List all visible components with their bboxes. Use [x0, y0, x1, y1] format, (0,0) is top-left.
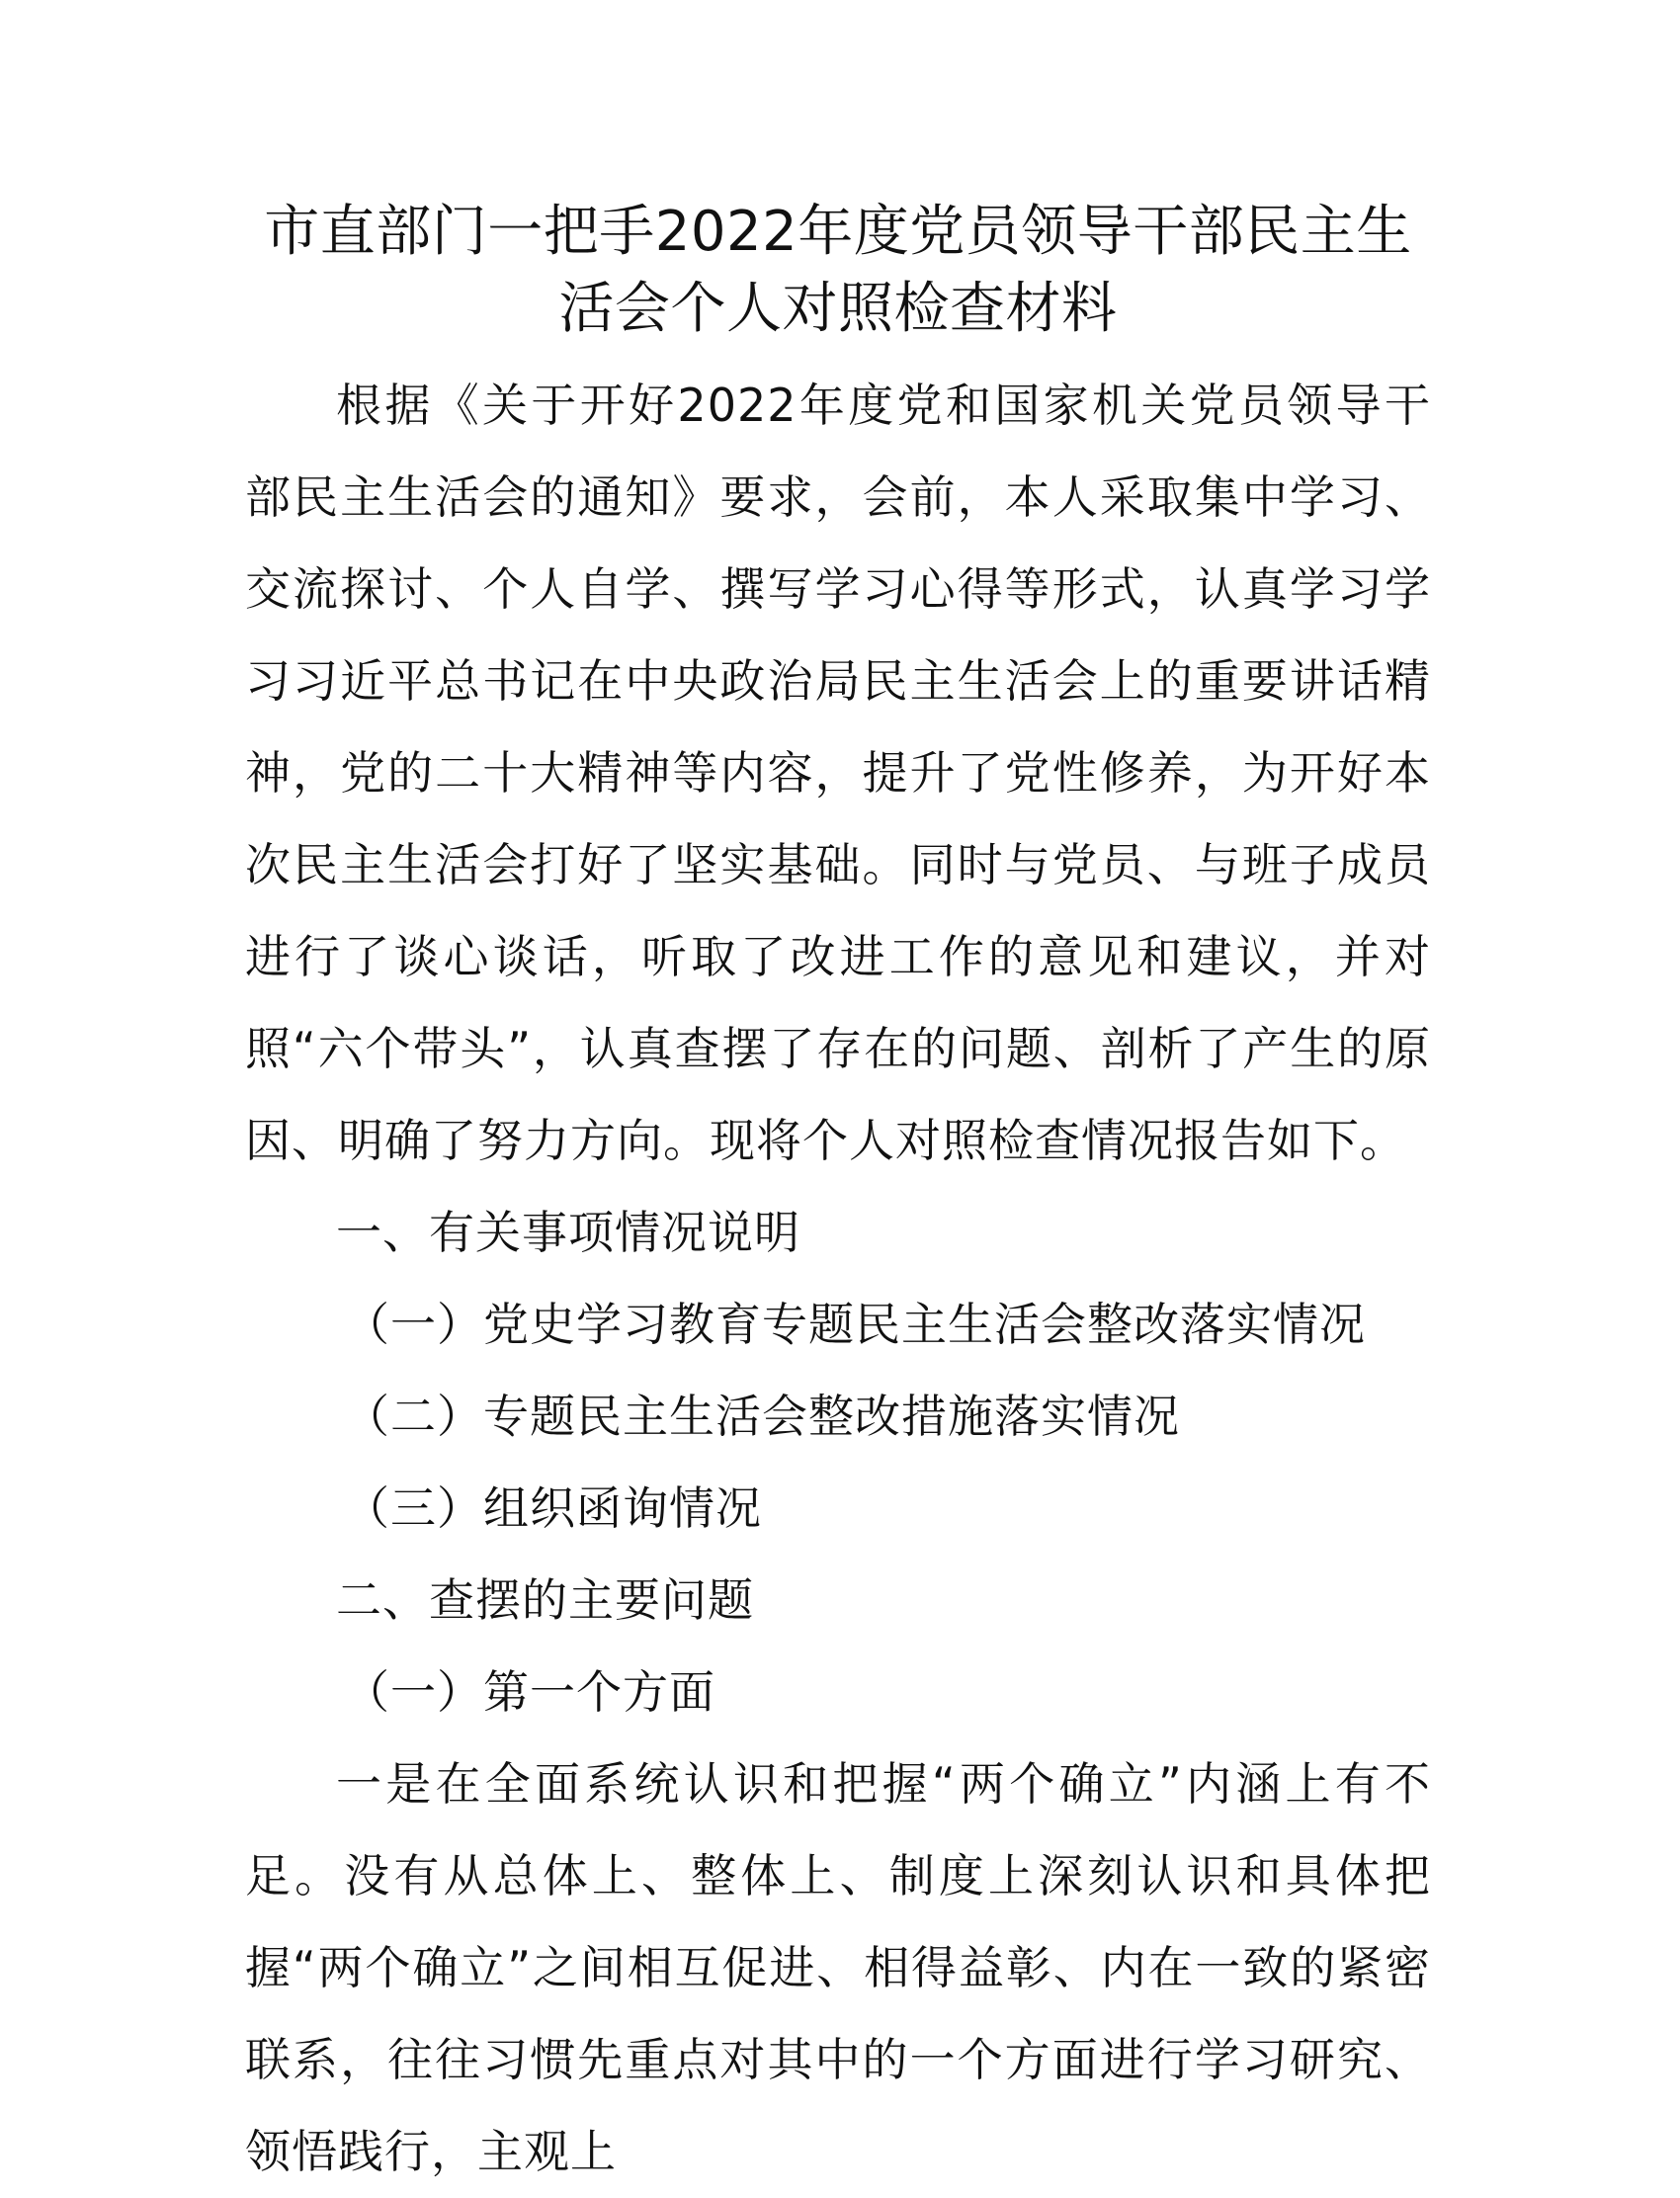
section-1-item-1: （一）党史学习教育专题民主生活会整改落实情况: [344, 1298, 1366, 1351]
section-2-paragraph-1: 一是在全面系统认识和把握“两个确立”内涵上有不足。没有从总体上、整体上、制度上深刻认识和具体把握“两个确立”之间相互促进、相得益彰、内在一致的紧密联系，往往习惯先重点对其中的一个方面进行学习研究、领悟践行，主观上: [245, 1757, 1431, 2178]
document-title: [245, 194, 1431, 348]
title-line-2: 活会个人对照检查材料: [558, 277, 1118, 341]
section-1-item-3: （三）组织函询情况: [344, 1481, 762, 1535]
section-2-heading: 二、查摆的主要问题: [336, 1573, 754, 1627]
document-body: [245, 194, 1431, 2198]
section-1-heading: 一、有关事项情况说明: [336, 1206, 800, 1259]
section-2-subheading-1: （一）第一个方面: [344, 1665, 715, 1719]
title-line-1: 市直部门一把手2022年度党员领导干部民主生: [264, 200, 1412, 264]
intro-paragraph: 根据《关于开好2022年度党和国家机关党员领导干部民主生活会的通知》要求，会前，本人采取集中学习、交流探讨、个人自学、撰写学习心得等形式，认真学习学习习近平总书记在中央政治局民主生活会上的重要讲话精神，党的二十大精神等内容，提升了党性修养，为开好本次民主生活会打好了坚实基础。同时与党员、与班子成员进行了谈心谈话，听取了改进工作的意见和建议，并对照“六个带头”，认真查摆了存在的问题、剖析了产生的原因、明确了努力方向。现将个人对照检查情况报告如下。: [245, 379, 1431, 1167]
section-1-item-2: （二）专题民主生活会整改措施落实情况: [344, 1390, 1180, 1443]
